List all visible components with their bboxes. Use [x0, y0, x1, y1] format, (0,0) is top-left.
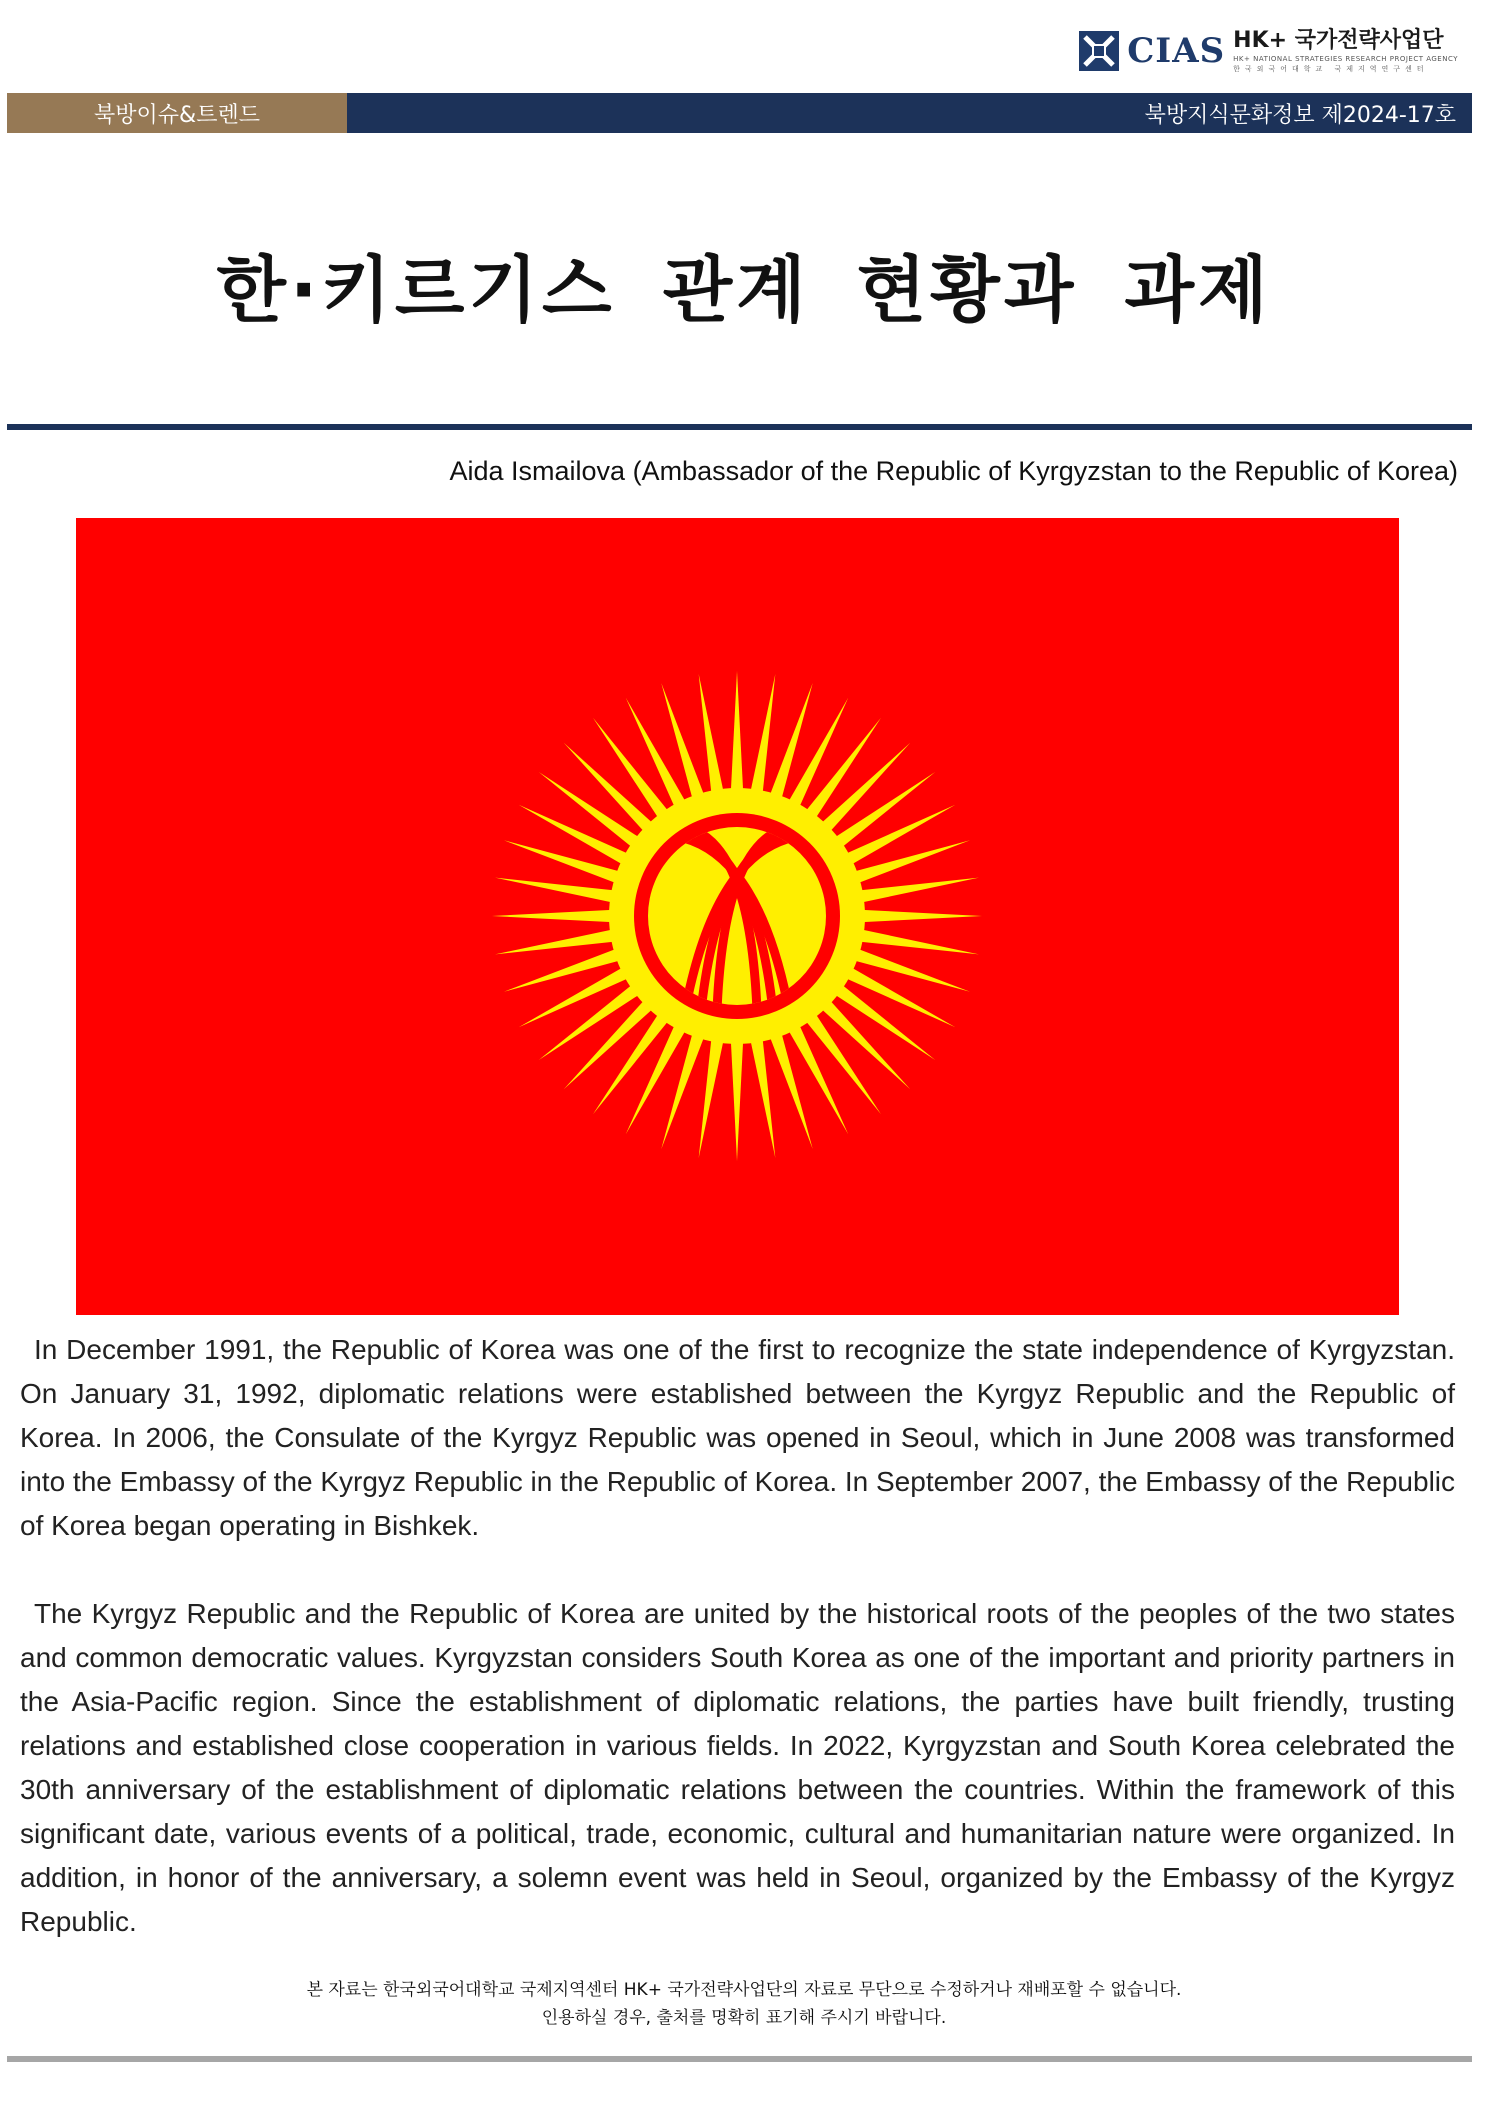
copyright-notice — [0, 1976, 1488, 2032]
copyright-line-2: 인용하실 경우, 출처를 명확히 표기해 주시기 바랍니다. — [541, 2008, 947, 2028]
category-label: 북방이슈&트렌드 — [7, 93, 347, 133]
kyrgyzstan-flag-image — [76, 518, 1399, 1315]
footer-divider — [7, 2056, 1472, 2062]
sun-emblem-icon — [492, 671, 982, 1161]
paragraph-2-text: The Kyrgyz Republic and the Republic of Korea are united by the historical roots of the peoples of the two states and common democratic values. Kyrgyzstan considers South Korea as one of the important and priority partners in the Asia-Pacific region. Since the establishment of diplomatic relations, the parties have built friendly, trusting relations and established close cooperation in various fields. In 2022, Kyrgyzstan and South Korea celebrated the 30th anniversary of the establishment of diplomatic relations between the countries. Within the framework of this significant date, various events of a political, trade, economic, cultural and humanitarian nature were organized. In addition, in honor of the anniversary, a solemn event was held in Seoul, organized by the Embassy of the Kyrgyz Republic. — [20, 1598, 1455, 1937]
logo-subtitle-korean: 한국외국어대학교 국제지역연구센터 — [1233, 65, 1429, 73]
tunduk-disc — [648, 827, 826, 1005]
category-bar — [7, 93, 1472, 133]
author-line: Aida Ismailova (Ambassador of the Republic of Kyrgyzstan to the Republic of Korea) — [449, 456, 1458, 486]
paragraph-1-text: In December 1991, the Republic of Korea was one of the first to recognize the state independence of Kyrgyzstan. On January 31, 1992, diplomatic relations were established between the Kyrgyz Republic and the Republic of Korea. In 2006, the Consulate of the Kyrgyz Republic was opened in Seoul, which in June 2008 was transformed into the Embassy of the Kyrgyz Republic in the Republic of Korea. In September 2007, the Embassy of the Republic of Korea began operating in Bishkek. — [20, 1334, 1456, 1541]
logo-title: HK+ 국가전략사업단 — [1233, 28, 1444, 53]
paragraph-1 — [20, 1328, 1455, 1548]
cias-logo — [1077, 28, 1458, 74]
logo-cias-text: CIAS — [1127, 31, 1226, 71]
copyright-line-1: 본 자료는 한국외국어대학교 국제지역센터 HK+ 국가전략사업단의 자료로 무단으로 수정하거나 재배포할 수 없습니다. — [306, 1980, 1182, 2000]
paragraph-2 — [20, 1592, 1455, 1944]
issue-label: 북방지식문화정보 제2024-17호 — [347, 93, 1472, 133]
page-title: 한·키르기스 관계 현황과 과제 — [216, 248, 1272, 332]
cias-emblem-icon — [1077, 29, 1121, 73]
logo-subtitle: HK+ NATIONAL STRATEGIES RESEARCH PROJECT AGENCY — [1233, 55, 1458, 63]
title-divider — [7, 424, 1472, 430]
